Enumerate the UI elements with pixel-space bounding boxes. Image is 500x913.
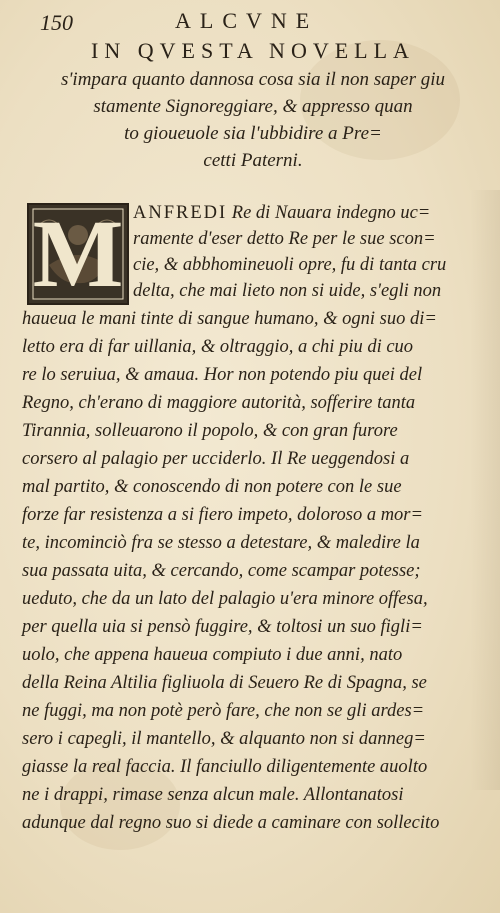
text-line: ANFREDI Re di Nauara indegno uc=	[133, 203, 431, 223]
rubric-heading: IN QVESTA NOVELLA	[91, 38, 415, 63]
text-line: ne fuggi, ma non potè però fare, che non se gli ardes=	[22, 701, 425, 721]
text-line: ne i drappi, rimase senza alcun male. Allontanatosi	[22, 785, 404, 805]
text-line: haueua le mani tinte di sangue humano, & ogni suo di=	[22, 309, 437, 329]
text-line: sero i capegli, il mantello, & alquanto non si danneg=	[22, 729, 426, 749]
text-line: per quella uia si pensò fuggire, & toltosi un suo figli=	[22, 617, 423, 637]
page-number: 150	[40, 10, 73, 35]
text-line: delta, che mai lieto non si uide, s'egli non	[133, 281, 442, 301]
text-line: ueduto, che da un lato del palagio u'era minore offesa,	[22, 589, 428, 609]
text-line: uolo, che appena haueua compiuto i due anni, nato	[22, 645, 403, 665]
rubric-line: s'impara quanto dannosa cosa sia il non saper giu	[60, 69, 446, 90]
text-line: re lo seruiua, & amaua. Hor non potendo piu quei del	[22, 365, 423, 385]
text-line: sua passata uita, & cercando, come scampar potesse;	[22, 561, 421, 581]
rubric-line: cetti Paterni.	[203, 150, 303, 171]
text-line: letto era di far uillania, & oltraggio, a chi piu di cuo	[22, 337, 414, 357]
novella-rubric	[28, 36, 478, 174]
text-line: mal partito, & conoscendo di non potere con le sue	[22, 477, 402, 497]
decorated-initial	[27, 200, 129, 307]
text-line: cie, & abbhomineuoli opre, fu di tanta cru	[133, 255, 447, 275]
page-edge-shadow	[470, 190, 500, 790]
text-line: ramente d'eser detto Re per le sue scon=	[133, 229, 436, 249]
text-line: giasse la real faccia. Il fanciullo diligentemente auolto	[22, 757, 428, 777]
text-line: adunque dal regno suo si diede a caminare con sollecito	[22, 813, 440, 833]
first-word: ANFREDI	[133, 203, 228, 223]
running-head: ALCVNE	[175, 8, 319, 33]
text-line: corsero al palagio per ucciderlo. Il Re ueggendosi a	[22, 449, 410, 469]
text-line: Tirannia, solleuarono il popolo, & con gran furore	[22, 421, 398, 441]
text-line: forze far resistenza a si fiero impeto, doloroso a mor=	[22, 505, 423, 525]
rubric-line: stamente Signoreggiare, & appresso quan	[93, 96, 413, 117]
rubric-line: to gioueuole sia l'ubbidire a Pre=	[124, 123, 382, 144]
page-header	[0, 8, 500, 38]
text-line: della Reina Altilia figliuola di Seuero Re di Spagna, se	[22, 673, 427, 693]
dropcap-letter: M	[32, 200, 124, 307]
text-line: te, incominciò fra se stesso a detestare, & maledire la	[22, 533, 420, 553]
text-line: Regno, ch'erano di maggiore autorità, sofferire tanta	[22, 393, 416, 413]
